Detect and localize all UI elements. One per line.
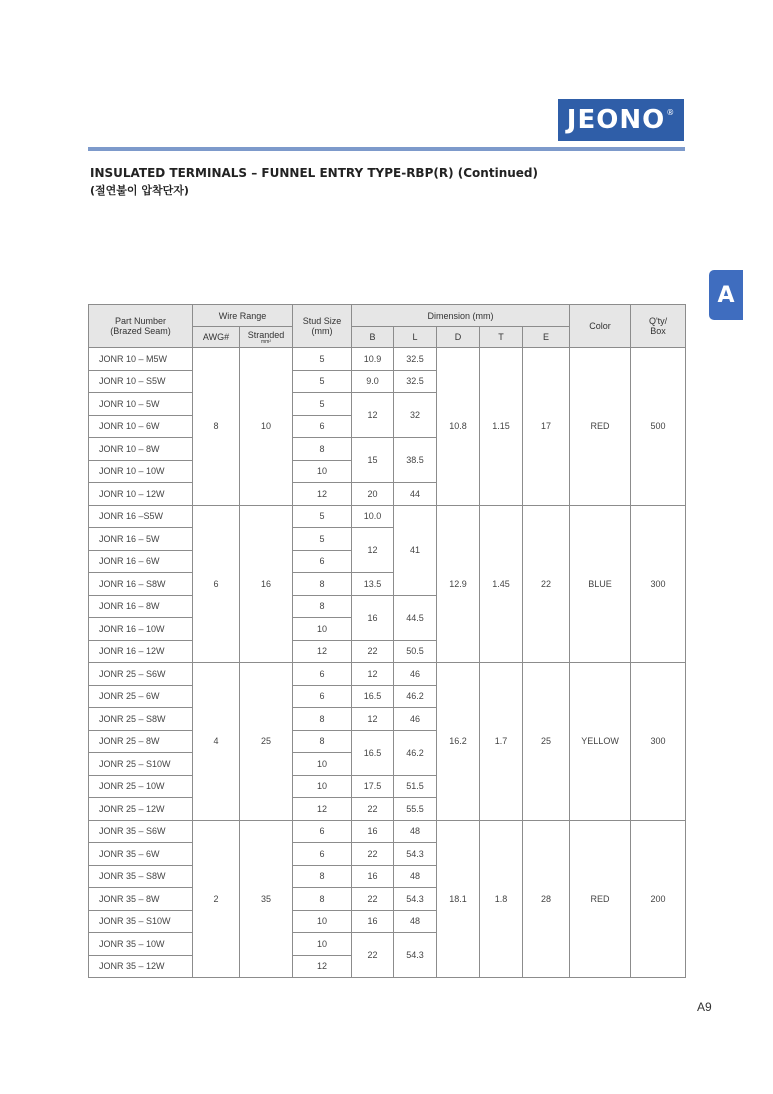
part-number: JONR 10 – 8W	[89, 438, 193, 461]
stud-size: 10	[293, 910, 352, 933]
part-number: JONR 16 – 8W	[89, 595, 193, 618]
page-number: A9	[697, 1000, 712, 1014]
dim-t: 1.45	[480, 505, 523, 663]
stud-size: 6	[293, 685, 352, 708]
part-number: JONR 16 – 5W	[89, 528, 193, 551]
dim-d: 10.8	[437, 348, 480, 506]
stud-size: 8	[293, 888, 352, 911]
dim-l: 51.5	[394, 775, 437, 798]
part-number: JONR 25 – 8W	[89, 730, 193, 753]
section-tab-a[interactable]: A	[709, 270, 743, 320]
dim-d: 16.2	[437, 663, 480, 821]
stud-size: 8	[293, 865, 352, 888]
part-number: JONR 25 – S6W	[89, 663, 193, 686]
stud-size: 5	[293, 528, 352, 551]
page-subtitle: (절연불이 압착단자)	[90, 184, 189, 197]
dim-l: 32.5	[394, 370, 437, 393]
dim-b: 10.9	[352, 348, 394, 371]
registered-mark: ®	[666, 107, 676, 117]
table-row	[89, 348, 686, 371]
dim-l: 44	[394, 483, 437, 506]
dim-b: 16.5	[352, 730, 394, 775]
stud-size: 12	[293, 798, 352, 821]
header-dimension: Dimension (mm)	[352, 305, 570, 327]
part-number: JONR 10 – 10W	[89, 460, 193, 483]
dim-t: 1.8	[480, 820, 523, 978]
stud-size: 10	[293, 775, 352, 798]
header-e: E	[523, 327, 570, 348]
stud-size: 5	[293, 370, 352, 393]
part-number: JONR 10 – S5W	[89, 370, 193, 393]
part-number: JONR 25 – 12W	[89, 798, 193, 821]
stud-size: 5	[293, 348, 352, 371]
qty-value: 300	[631, 663, 686, 821]
part-number: JONR 35 – 10W	[89, 933, 193, 956]
dim-b: 12	[352, 708, 394, 731]
dim-b: 16	[352, 865, 394, 888]
part-number: JONR 16 –S5W	[89, 505, 193, 528]
dim-b: 16	[352, 595, 394, 640]
header-wire-range: Wire Range	[193, 305, 293, 327]
spec-table	[88, 304, 686, 978]
brand-name: JEONO	[566, 105, 666, 135]
dim-b: 22	[352, 640, 394, 663]
table-row	[89, 505, 686, 528]
stud-size: 6	[293, 550, 352, 573]
dim-b: 13.5	[352, 573, 394, 596]
dim-b: 9.0	[352, 370, 394, 393]
stud-size: 5	[293, 505, 352, 528]
awg-value: 4	[193, 663, 240, 821]
stud-size: 10	[293, 753, 352, 776]
part-number: JONR 16 – S8W	[89, 573, 193, 596]
dim-l: 41	[394, 505, 437, 595]
header-qty: Q'ty/ Box	[631, 305, 686, 348]
dim-l: 54.3	[394, 843, 437, 866]
dim-b: 16	[352, 820, 394, 843]
header-rule	[88, 147, 685, 151]
dim-b: 20	[352, 483, 394, 506]
stud-size: 8	[293, 573, 352, 596]
awg-value: 2	[193, 820, 240, 978]
dim-t: 1.15	[480, 348, 523, 506]
part-number: JONR 25 – 10W	[89, 775, 193, 798]
part-number: JONR 25 – S10W	[89, 753, 193, 776]
part-number: JONR 10 – 12W	[89, 483, 193, 506]
dim-l: 48	[394, 820, 437, 843]
dim-b: 16	[352, 910, 394, 933]
dim-d: 12.9	[437, 505, 480, 663]
part-number: JONR 25 – 6W	[89, 685, 193, 708]
stranded-value: 25	[240, 663, 293, 821]
color-value: YELLOW	[570, 663, 631, 821]
header-stranded: Stranded mm²	[240, 327, 293, 348]
qty-value: 500	[631, 348, 686, 506]
stud-size: 8	[293, 595, 352, 618]
part-number: JONR 25 – S8W	[89, 708, 193, 731]
header-part-number: Part Number (Brazed Seam)	[89, 305, 193, 348]
dim-b: 12	[352, 663, 394, 686]
stud-size: 12	[293, 640, 352, 663]
qty-value: 300	[631, 505, 686, 663]
header-l: L	[394, 327, 437, 348]
dim-l: 32	[394, 393, 437, 438]
dim-e: 25	[523, 663, 570, 821]
dim-b: 17.5	[352, 775, 394, 798]
header-awg: AWG#	[193, 327, 240, 348]
dim-e: 17	[523, 348, 570, 506]
dim-l: 38.5	[394, 438, 437, 483]
dim-b: 15	[352, 438, 394, 483]
header-color: Color	[570, 305, 631, 348]
awg-value: 6	[193, 505, 240, 663]
dim-b: 22	[352, 843, 394, 866]
awg-value: 8	[193, 348, 240, 506]
brand-logo	[558, 99, 684, 141]
stud-size: 12	[293, 955, 352, 978]
qty-value: 200	[631, 820, 686, 978]
dim-d: 18.1	[437, 820, 480, 978]
dim-l: 32.5	[394, 348, 437, 371]
stud-size: 12	[293, 483, 352, 506]
dim-b: 22	[352, 798, 394, 821]
stud-size: 8	[293, 438, 352, 461]
stud-size: 8	[293, 708, 352, 731]
color-value: RED	[570, 820, 631, 978]
dim-l: 46	[394, 663, 437, 686]
dim-e: 28	[523, 820, 570, 978]
part-number: JONR 35 – 6W	[89, 843, 193, 866]
part-number: JONR 35 – 12W	[89, 955, 193, 978]
table-row	[89, 820, 686, 843]
stud-size: 6	[293, 843, 352, 866]
dim-l: 48	[394, 910, 437, 933]
part-number: JONR 35 – S8W	[89, 865, 193, 888]
dim-l: 46	[394, 708, 437, 731]
part-number: JONR 16 – 6W	[89, 550, 193, 573]
dim-l: 54.3	[394, 888, 437, 911]
stranded-value: 35	[240, 820, 293, 978]
stud-size: 6	[293, 663, 352, 686]
dim-t: 1.7	[480, 663, 523, 821]
header-stud-size: Stud Size (mm)	[293, 305, 352, 348]
header-t: T	[480, 327, 523, 348]
dim-l: 54.3	[394, 933, 437, 978]
part-number: JONR 10 – 5W	[89, 393, 193, 416]
dim-e: 22	[523, 505, 570, 663]
part-number: JONR 35 – S10W	[89, 910, 193, 933]
dim-l: 46.2	[394, 730, 437, 775]
stud-size: 10	[293, 618, 352, 641]
part-number: JONR 16 – 10W	[89, 618, 193, 641]
stud-size: 10	[293, 933, 352, 956]
part-number: JONR 10 – M5W	[89, 348, 193, 371]
stud-size: 6	[293, 820, 352, 843]
dim-b: 22	[352, 933, 394, 978]
color-value: RED	[570, 348, 631, 506]
color-value: BLUE	[570, 505, 631, 663]
dim-b: 22	[352, 888, 394, 911]
dim-b: 10.0	[352, 505, 394, 528]
stranded-value: 16	[240, 505, 293, 663]
part-number: JONR 35 – 8W	[89, 888, 193, 911]
dim-l: 46.2	[394, 685, 437, 708]
dim-l: 44.5	[394, 595, 437, 640]
stranded-value: 10	[240, 348, 293, 506]
stud-size: 6	[293, 415, 352, 438]
stud-size: 10	[293, 460, 352, 483]
dim-b: 12	[352, 393, 394, 438]
dim-l: 50.5	[394, 640, 437, 663]
part-number: JONR 16 – 12W	[89, 640, 193, 663]
page-title: INSULATED TERMINALS – FUNNEL ENTRY TYPE-RBP(R) (Continued)	[90, 166, 538, 180]
stud-size: 5	[293, 393, 352, 416]
table-row	[89, 663, 686, 686]
stud-size: 8	[293, 730, 352, 753]
dim-b: 16.5	[352, 685, 394, 708]
header-b: B	[352, 327, 394, 348]
part-number: JONR 35 – S6W	[89, 820, 193, 843]
dim-b: 12	[352, 528, 394, 573]
header-d: D	[437, 327, 480, 348]
dim-l: 55.5	[394, 798, 437, 821]
part-number: JONR 10 – 6W	[89, 415, 193, 438]
dim-l: 48	[394, 865, 437, 888]
